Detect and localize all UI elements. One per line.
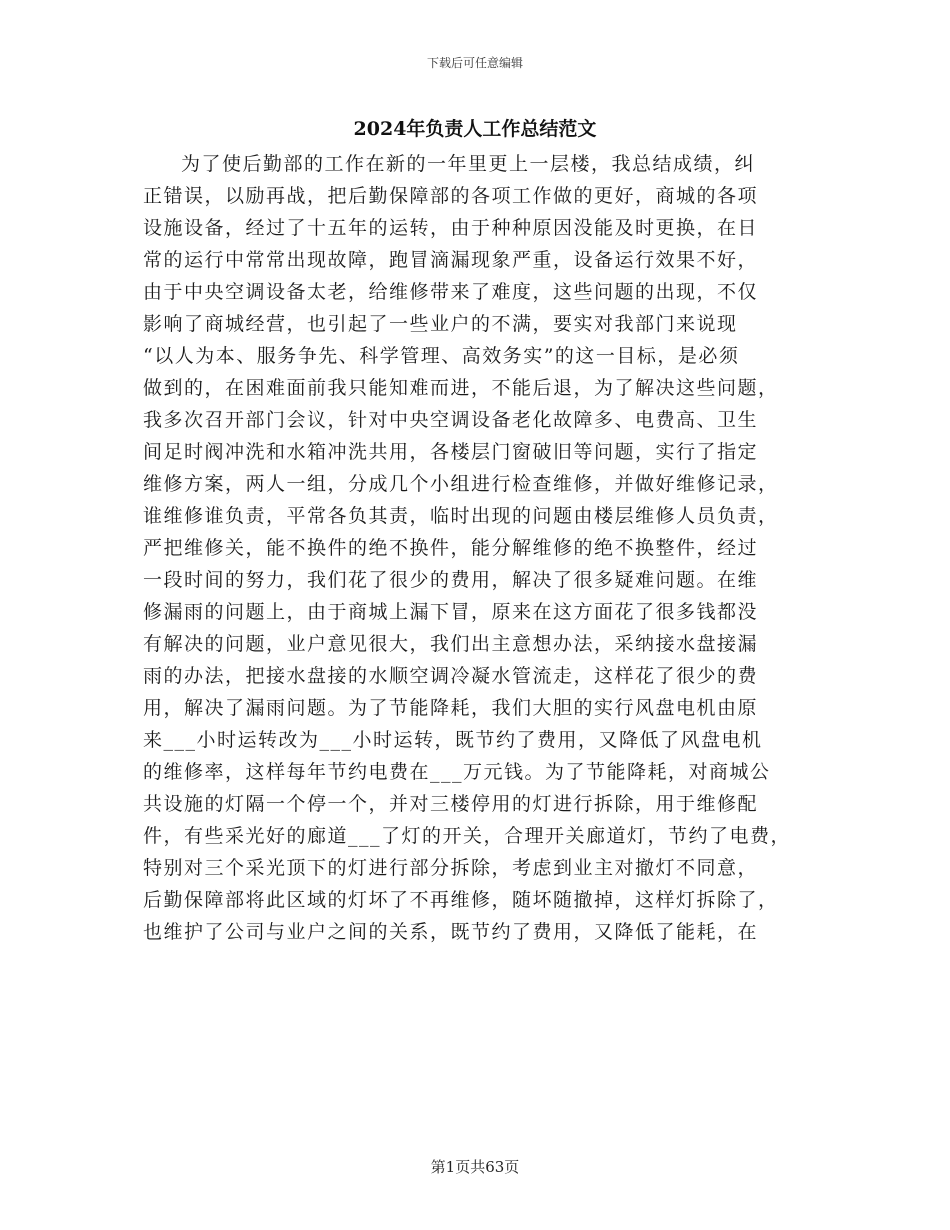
paragraph-line: 件，有些采光好的廊道___了灯的开关，合理开关廊道灯，节约了电费，	[143, 825, 792, 847]
document-title: 2024年负责人工作总结范文	[353, 118, 597, 140]
paragraph-line: 严把维修关，能不换件的绝不换件，能分解维修的绝不换整件，经过	[143, 537, 759, 559]
paragraph-line: 谁维修谁负责，平常各负其责，临时出现的问题由楼层维修人员负责，	[143, 505, 779, 527]
paragraph-line: 也维护了公司与业户之间的关系，既节约了费用，又降低了能耗，在	[143, 921, 759, 943]
paragraph-line: 维修方案，两人一组，分成几个小组进行检查维修，并做好维修记录，	[143, 473, 779, 495]
paragraph-line: 我多次召开部门会议，针对中央空调设备老化故障多、电费高、卫生	[143, 409, 759, 431]
page-header-note: 下载后可任意编辑	[426, 56, 523, 70]
paragraph-line: 用，解决了漏雨问题。为了节能降耗，我们大胆的实行风盘电机由原	[143, 697, 759, 719]
paragraph-line: 为了使后勤部的工作在新的一年里更上一层楼，我总结成绩，纠	[181, 153, 756, 175]
paragraph-line: “以人为本、服务争先、科学管理、高效务实”的这一目标，是必须	[143, 345, 740, 367]
paragraph-line: 正错误，以励再战，把后勤保障部的各项工作做的更好，商城的各项	[143, 185, 759, 207]
paragraph-line: 常的运行中常常出现故障，跑冒滴漏现象严重，设备运行效果不好，	[143, 249, 759, 271]
paragraph-line: 的维修率，这样每年节约电费在___万元钱。为了节能降耗，对商城公	[143, 761, 771, 783]
paragraph-line: 一段时间的努力，我们花了很少的费用，解决了很多疑难问题。在维	[143, 569, 759, 591]
paragraph-line: 由于中央空调设备太老，给维修带来了难度，这些问题的出现，不仅	[143, 281, 759, 303]
paragraph-line: 有解决的问题，业户意见很大，我们出主意想办法，采纳接水盘接漏	[143, 633, 759, 655]
document-body	[143, 148, 805, 948]
paragraph-line: 雨的办法，把接水盘接的水顺空调冷凝水管流走，这样花了很少的费	[143, 665, 759, 687]
paragraph-line: 来___小时运转改为___小时运转，既节约了费用，又降低了风盘电机	[143, 729, 763, 751]
paragraph-line: 特别对三个采光顶下的灯进行部分拆除，考虑到业主对撤灯不同意，	[143, 857, 759, 879]
paragraph-line: 修漏雨的问题上，由于商城上漏下冒，原来在这方面花了很多钱都没	[143, 601, 759, 623]
paragraph-line: 设施设备，经过了十五年的运转，由于种种原因没能及时更换，在日	[143, 217, 759, 239]
paragraph-line: 后勤保障部将此区域的灯坏了不再维修，随坏随撤掉，这样灯拆除了，	[143, 889, 779, 911]
paragraph-line: 做到的，在困难面前我只能知难而进，不能后退，为了解决这些问题，	[143, 377, 779, 399]
paragraph-line: 影响了商城经营，也引起了一些业户的不满，要实对我部门来说现	[143, 313, 738, 335]
paragraph-line: 间足时阀冲洗和水箱冲洗共用，各楼层门窗破旧等问题，实行了指定	[143, 441, 759, 463]
page-number-footer: 第1页共63页	[430, 1158, 520, 1176]
paragraph-line: 共设施的灯隔一个停一个，并对三楼停用的灯进行拆除，用于维修配	[143, 793, 759, 815]
